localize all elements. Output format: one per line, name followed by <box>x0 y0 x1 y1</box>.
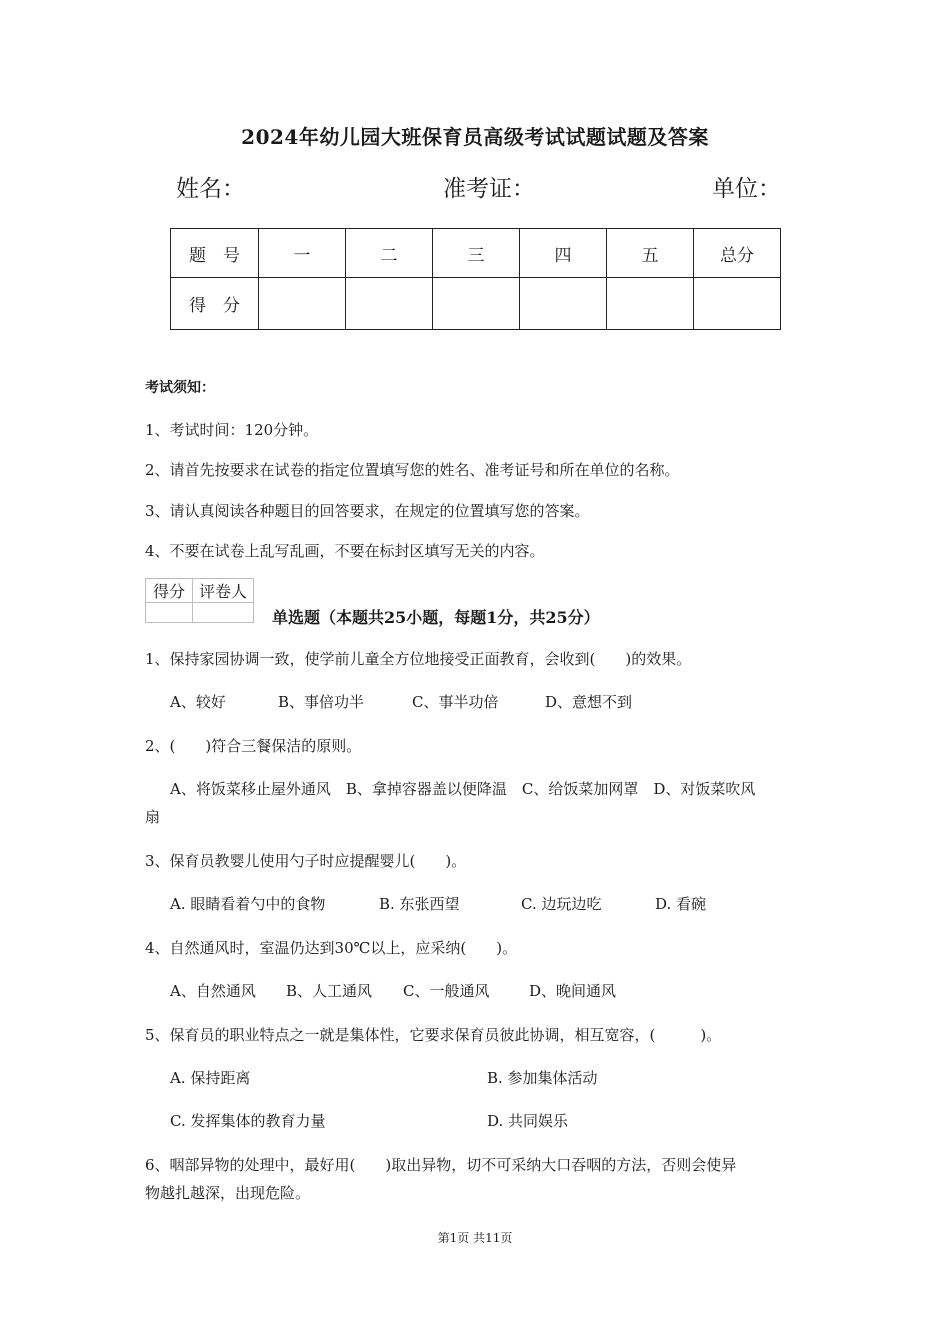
answer-options-line[interactable]: A、将饭菜移止屋外通风 B、拿掉容器盖以便降温 C、给饭菜加网罩 D、对饭菜吹风 <box>170 780 756 798</box>
question-stem-continued: 物越扎越深，出现危险。 <box>145 1184 311 1202</box>
answer-option[interactable]: B. 东张西望 <box>379 895 460 913</box>
notice-item: 4、不要在试卷上乱写乱画，不要在标封区填写无关的内容。 <box>145 542 545 560</box>
score-cell[interactable] <box>520 278 607 330</box>
answer-option[interactable]: C、事半功倍 <box>412 693 499 711</box>
score-table-header-cell: 二 <box>346 229 433 278</box>
name-field-label: 姓名： <box>176 176 245 202</box>
score-cell[interactable] <box>259 278 346 330</box>
notice-heading: 考试须知： <box>145 380 215 396</box>
score-cell[interactable] <box>346 278 433 330</box>
score-table-header-cell: 总分 <box>694 229 781 278</box>
answer-option[interactable]: D、晚间通风 <box>529 982 617 1000</box>
answer-options-line: 扇 <box>145 808 161 826</box>
notice-item: 1、考试时间：120分钟。 <box>145 421 319 439</box>
score-table-header-cell: 题 号 <box>171 229 259 278</box>
question-stem: 2、( )符合三餐保洁的原则。 <box>145 737 362 755</box>
question-stem: 5、保育员的职业特点之一就是集体性，它要求保育员彼此协调，相互宽容，( )。 <box>145 1026 722 1044</box>
answer-option[interactable]: C. 发挥集体的教育力量 <box>170 1112 326 1130</box>
question-stem: 1、保持家园协调一致，使学前儿童全方位地接受正面教育，会收到( )的效果。 <box>145 650 692 668</box>
score-cell[interactable] <box>607 278 694 330</box>
answer-option[interactable]: C. 边玩边吃 <box>521 895 602 913</box>
answer-option[interactable]: B、事倍功半 <box>278 693 365 711</box>
question-stem: 3、保育员教婴儿使用勺子时应提醒婴儿( )。 <box>145 852 467 870</box>
page-title: 2024年幼儿园大班保育员高级考试试题试题及答案 <box>241 125 709 149</box>
score-table-header-cell: 三 <box>433 229 520 278</box>
score-cell[interactable] <box>433 278 520 330</box>
score-table-header-row <box>171 229 781 278</box>
answer-option[interactable]: D、意想不到 <box>545 693 633 711</box>
exam-id-field-label: 准考证： <box>443 176 535 202</box>
answer-option[interactable]: C、一般通风 <box>403 982 490 1000</box>
score-table-header-cell: 一 <box>259 229 346 278</box>
answer-option[interactable]: A. 眼睛看着勺中的食物 <box>170 895 326 913</box>
answer-option[interactable]: A、自然通风 <box>170 982 256 1000</box>
answer-option[interactable]: B. 参加集体活动 <box>487 1069 598 1087</box>
grader-box <box>145 578 254 623</box>
answer-option[interactable]: A. 保持距离 <box>170 1069 251 1087</box>
answer-option[interactable]: A、较好 <box>170 693 226 711</box>
score-table-header-cell: 五 <box>607 229 694 278</box>
answer-option[interactable]: D. 看碗 <box>655 895 707 913</box>
notice-item: 2、请首先按要求在试卷的指定位置填写您的姓名、准考证号和所在单位的名称。 <box>145 461 680 479</box>
notice-item: 3、请认真阅读各种题目的回答要求，在规定的位置填写您的答案。 <box>145 502 590 520</box>
grader-score-cell[interactable] <box>146 603 193 623</box>
unit-field-label: 单位： <box>712 176 781 202</box>
question-stem: 4、自然通风时，室温仍达到30℃以上，应采纳( )。 <box>145 939 518 957</box>
grader-reviewer-label: 评卷人 <box>193 579 254 603</box>
score-cell[interactable] <box>694 278 781 330</box>
section-title: 单选题（本题共25小题，每题1分，共25分） <box>272 608 600 627</box>
question-stem: 6、咽部异物的处理中，最好用( )取出异物，切不可采纳大口吞咽的方法，否则会使异 <box>145 1156 737 1174</box>
score-table-score-row <box>171 278 781 330</box>
score-table <box>170 228 781 330</box>
score-table-header-cell: 四 <box>520 229 607 278</box>
page-footer: 第1页 共11页 <box>437 1231 513 1245</box>
grader-reviewer-cell[interactable] <box>193 603 254 623</box>
answer-option[interactable]: B、人工通风 <box>286 982 373 1000</box>
grader-score-label: 得分 <box>146 579 193 603</box>
answer-option[interactable]: D. 共同娱乐 <box>487 1112 569 1130</box>
score-row-label: 得 分 <box>171 278 259 330</box>
